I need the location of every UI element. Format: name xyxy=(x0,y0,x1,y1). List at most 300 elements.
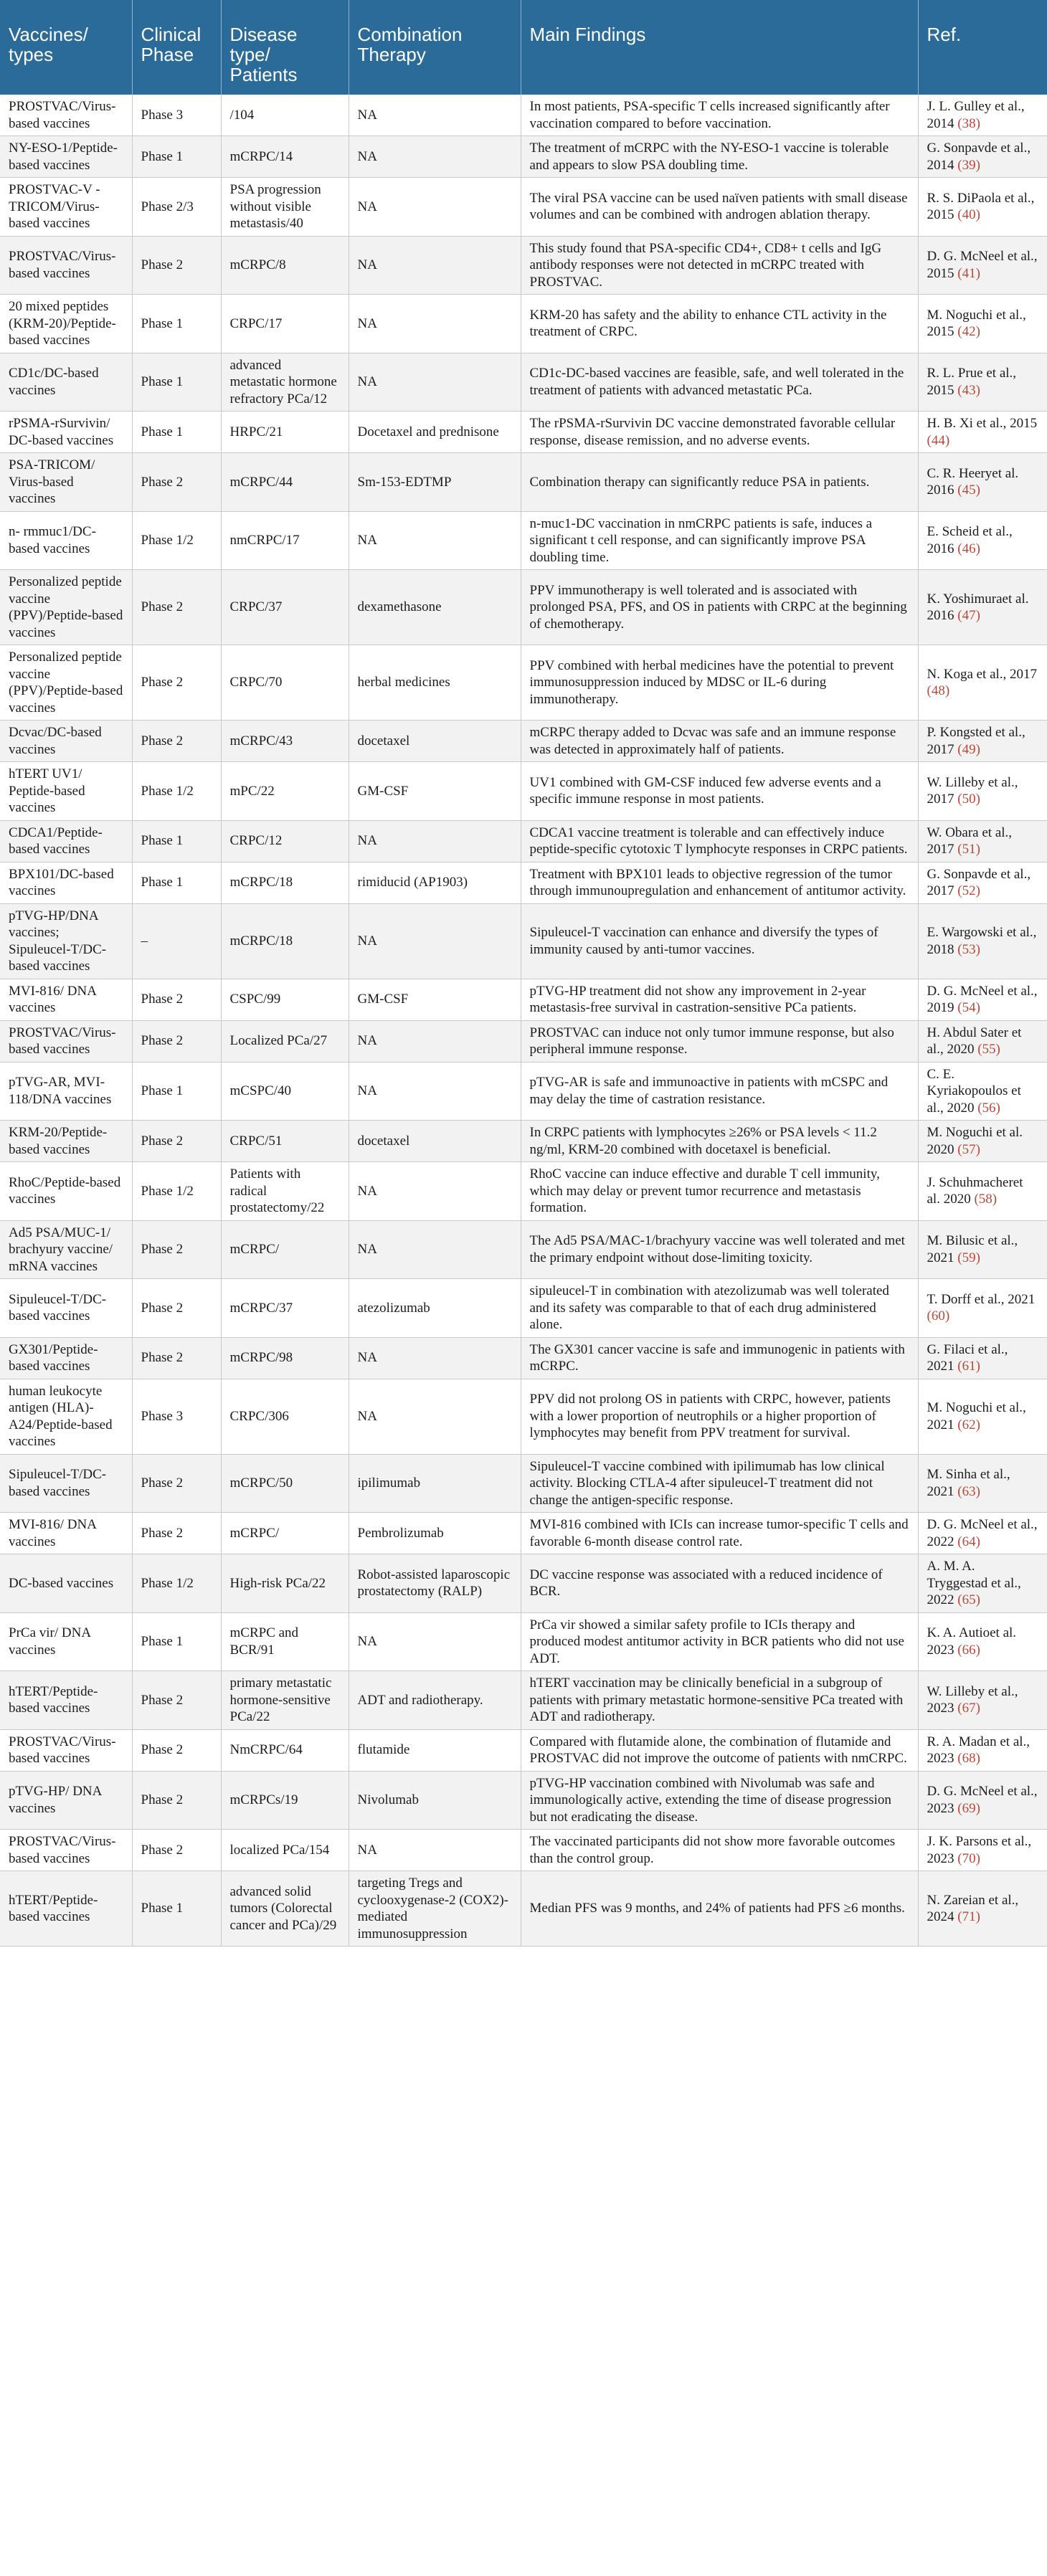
cell-reference xyxy=(918,236,1047,295)
table-row xyxy=(0,353,1047,412)
cell-combination-therapy: rimiducid (AP1903) xyxy=(349,862,521,903)
citation-link[interactable]: (54) xyxy=(957,1000,980,1015)
cell-clinical-phase: – xyxy=(132,903,221,979)
reference-text: M. Noguchi et al., 2021 xyxy=(927,1400,1026,1432)
cell-disease-patients: mCRPC/18 xyxy=(221,903,349,979)
cell-reference xyxy=(918,903,1047,979)
cell-main-finding: UV1 combined with GM-CSF induced few adverse events and a specific immune response in most patients. xyxy=(521,762,918,821)
cell-main-finding: PPV immunotherapy is well tolerated and is associated with prolonged PSA, PFS, and OS in patients with CRPC at the beginning of chemotherapy. xyxy=(521,570,918,645)
cell-disease-patients: mCRPC and BCR/91 xyxy=(221,1612,349,1671)
table-row xyxy=(0,1612,1047,1671)
table-row xyxy=(0,1121,1047,1162)
cell-reference xyxy=(918,178,1047,237)
cell-main-finding: The treatment of mCRPC with the NY-ESO-1 vaccine is tolerable and appears to slow PSA doubling time. xyxy=(521,136,918,178)
cell-clinical-phase: Phase 1 xyxy=(132,820,221,862)
citation-link[interactable]: (47) xyxy=(957,608,980,623)
cell-reference xyxy=(918,1121,1047,1162)
cell-clinical-phase: Phase 2 xyxy=(132,721,221,762)
table-row xyxy=(0,136,1047,178)
cell-combination-therapy: NA xyxy=(349,1830,521,1871)
cell-reference xyxy=(918,1162,1047,1221)
cell-main-finding: PROSTVAC can induce not only tumor immune response, but also peripheral immune response. xyxy=(521,1020,918,1062)
citation-link[interactable]: (58) xyxy=(974,1192,998,1207)
cell-vaccine-type: hTERT/Peptide-based vaccines xyxy=(0,1871,132,1947)
cell-combination-therapy: NA xyxy=(349,353,521,412)
reference-text: J. K. Parsons et al., 2023 xyxy=(927,1834,1032,1866)
cell-main-finding: PrCa vir showed a similar safety profile to ICIs therapy and produced modest antitumor activity in BCR patients who did not use ADT. xyxy=(521,1612,918,1671)
table-row xyxy=(0,1279,1047,1338)
table-body xyxy=(0,95,1047,1947)
cell-disease-patients: mCRPC/98 xyxy=(221,1337,349,1379)
cell-reference xyxy=(918,1513,1047,1554)
cell-main-finding: The Ad5 PSA/MAC-1/brachyury vaccine was well tolerated and met the primary endpoint without dose-limiting toxicity. xyxy=(521,1220,918,1279)
cell-vaccine-type: Ad5 PSA/MUC-1/ brachyury vaccine/ mRNA vaccines xyxy=(0,1220,132,1279)
citation-link[interactable]: (49) xyxy=(957,741,980,757)
cell-main-finding: The rPSMA-rSurvivin DC vaccine demonstrated favorable cellular response, disease remission, and no adverse events. xyxy=(521,412,918,453)
reference-text: W. Obara et al., 2017 xyxy=(927,824,1013,857)
citation-link[interactable]: (69) xyxy=(957,1800,980,1816)
cell-combination-therapy: NA xyxy=(349,95,521,136)
cell-vaccine-type: 20 mixed peptides (KRM-20)/Peptide-based vaccines xyxy=(0,295,132,353)
cell-clinical-phase: Phase 2 xyxy=(132,1337,221,1379)
cell-combination-therapy: NA xyxy=(349,295,521,353)
citation-link[interactable]: (65) xyxy=(957,1592,980,1607)
cell-reference xyxy=(918,295,1047,353)
table-row xyxy=(0,1729,1047,1771)
citation-link[interactable]: (60) xyxy=(927,1308,950,1324)
cell-vaccine-type: human leukocyte antigen (HLA)-A24/Peptide-based vaccines xyxy=(0,1379,132,1454)
cell-reference xyxy=(918,1220,1047,1279)
cell-combination-therapy: NA xyxy=(349,1162,521,1221)
cell-combination-therapy: Docetaxel and prednisone xyxy=(349,412,521,453)
cell-vaccine-type: PSA-TRICOM/ Virus-based vaccines xyxy=(0,453,132,512)
citation-link[interactable]: (62) xyxy=(957,1417,980,1432)
cell-clinical-phase: Phase 1 xyxy=(132,353,221,412)
cell-disease-patients: primary metastatic hormone-sensitive PCa/22 xyxy=(221,1671,349,1730)
reference-text: C. R. Heeryet al. 2016 xyxy=(927,465,1019,498)
cell-main-finding: Median PFS was 9 months, and 24% of patients had PFS ≥6 months. xyxy=(521,1871,918,1947)
cell-clinical-phase: Phase 1/2 xyxy=(132,762,221,821)
cell-disease-patients: advanced solid tumors (Colorectal cancer and PCa)/29 xyxy=(221,1871,349,1947)
header-vaccine-types: Vaccines/ types xyxy=(0,0,132,95)
cell-reference xyxy=(918,645,1047,721)
cell-disease-patients: localized PCa/154 xyxy=(221,1830,349,1871)
cell-clinical-phase: Phase 2 xyxy=(132,1279,221,1338)
table-row xyxy=(0,511,1047,570)
citation-link[interactable]: (66) xyxy=(957,1642,980,1658)
citation-link[interactable]: (59) xyxy=(957,1250,980,1265)
citation-link[interactable]: (52) xyxy=(957,883,980,898)
reference-text: M. Noguchi et al. 2020 xyxy=(927,1125,1023,1157)
table-row xyxy=(0,721,1047,762)
reference-text: R. A. Madan et al., 2023 xyxy=(927,1734,1031,1766)
cell-disease-patients: CSPC/99 xyxy=(221,979,349,1020)
cell-clinical-phase: Phase 1 xyxy=(132,295,221,353)
cell-reference xyxy=(918,862,1047,903)
citation-link[interactable]: (48) xyxy=(927,683,950,698)
cell-reference xyxy=(918,136,1047,178)
cell-combination-therapy: NA xyxy=(349,136,521,178)
cell-main-finding: pTVG-HP vaccination combined with Nivolumab was safe and immunologically active, extending the time of disease progression but not eradicating the disease. xyxy=(521,1771,918,1830)
header-clinical-phase: Clinical Phase xyxy=(132,0,221,95)
cell-main-finding: DC vaccine response was associated with a reduced incidence of BCR. xyxy=(521,1554,918,1613)
table-row xyxy=(0,295,1047,353)
cell-disease-patients: mCRPC/43 xyxy=(221,721,349,762)
citation-link[interactable]: (50) xyxy=(957,792,980,807)
cell-clinical-phase: Phase 1 xyxy=(132,862,221,903)
cell-vaccine-type: PROSTVAC/Virus-based vaccines xyxy=(0,1729,132,1771)
reference-text: T. Dorff et al., 2021 xyxy=(927,1291,1036,1307)
header-row xyxy=(0,0,1047,95)
table-row xyxy=(0,453,1047,512)
cell-disease-patients: CRPC/37 xyxy=(221,570,349,645)
cell-combination-therapy: targeting Tregs and cyclooxygenase-2 (COX2)-mediated immunosuppression xyxy=(349,1871,521,1947)
reference-text: J. L. Gulley et al., 2014 xyxy=(927,99,1025,131)
table-row xyxy=(0,762,1047,821)
cell-combination-therapy: atezolizumab xyxy=(349,1279,521,1338)
cell-disease-patients: CRPC/51 xyxy=(221,1121,349,1162)
cell-vaccine-type: MVI-816/ DNA vaccines xyxy=(0,979,132,1020)
cell-vaccine-type: rPSMA-rSurvivin/ DC-based vaccines xyxy=(0,412,132,453)
cell-disease-patients: NmCRPC/64 xyxy=(221,1729,349,1771)
cell-disease-patients: mCRPC/44 xyxy=(221,453,349,512)
reference-text: H. B. Xi et al., 2015 xyxy=(927,416,1038,431)
citation-link[interactable]: (64) xyxy=(957,1534,980,1549)
cell-disease-patients: Localized PCa/27 xyxy=(221,1020,349,1062)
citation-link[interactable]: (56) xyxy=(977,1100,1000,1116)
cell-vaccine-type: Dcvac/DC-based vaccines xyxy=(0,721,132,762)
cell-clinical-phase: Phase 2/3 xyxy=(132,178,221,237)
cell-reference xyxy=(918,1454,1047,1513)
cell-clinical-phase: Phase 1 xyxy=(132,412,221,453)
cell-vaccine-type: CD1c/DC-based vaccines xyxy=(0,353,132,412)
cell-reference xyxy=(918,1830,1047,1871)
cell-combination-therapy: ipilimumab xyxy=(349,1454,521,1513)
table-row xyxy=(0,1554,1047,1613)
reference-text: D. G. McNeel et al., 2023 xyxy=(927,1784,1038,1816)
cell-combination-therapy: Sm-153-EDTMP xyxy=(349,453,521,512)
cell-disease-patients: advanced metastatic hormone refractory PCa/12 xyxy=(221,353,349,412)
cell-disease-patients: mCRPC/37 xyxy=(221,1279,349,1338)
reference-text: G. Filaci et al., 2021 xyxy=(927,1341,1008,1374)
reference-text: W. Lilleby et al., 2023 xyxy=(927,1683,1018,1716)
citation-link[interactable]: (51) xyxy=(957,842,980,857)
citation-link[interactable]: (45) xyxy=(957,483,980,498)
cell-combination-therapy: docetaxel xyxy=(349,721,521,762)
table-row xyxy=(0,1162,1047,1221)
citation-link[interactable]: (41) xyxy=(957,265,980,281)
cell-reference xyxy=(918,721,1047,762)
cell-main-finding: RhoC vaccine can induce effective and durable T cell immunity, which may delay or prevent tumor recurrence and metastasis formation. xyxy=(521,1162,918,1221)
cell-vaccine-type: PrCa vir/ DNA vaccines xyxy=(0,1612,132,1671)
cell-reference xyxy=(918,1062,1047,1121)
cell-disease-patients: mCRPCs/19 xyxy=(221,1771,349,1830)
table-row xyxy=(0,412,1047,453)
cell-clinical-phase: Phase 1/2 xyxy=(132,1554,221,1613)
table-row xyxy=(0,1062,1047,1121)
cell-vaccine-type: PROSTVAC-V -TRICOM/Virus-based vaccines xyxy=(0,178,132,237)
cell-vaccine-type: Sipuleucel-T/DC-based vaccines xyxy=(0,1279,132,1338)
cell-main-finding: n-muc1-DC vaccination in nmCRPC patients is safe, induces a significant t cell response, and can significantly improve PSA doubling time. xyxy=(521,511,918,570)
cell-disease-patients: CRPC/70 xyxy=(221,645,349,721)
cell-clinical-phase: Phase 2 xyxy=(132,1830,221,1871)
cell-main-finding: mCRPC therapy added to Dcvac was safe and an immune response was detected in approximately half of patients. xyxy=(521,721,918,762)
cell-vaccine-type: pTVG-AR, MVI-118/DNA vaccines xyxy=(0,1062,132,1121)
citation-link[interactable]: (40) xyxy=(957,207,980,223)
citation-link[interactable]: (68) xyxy=(957,1751,980,1766)
cell-vaccine-type: BPX101/DC-based vaccines xyxy=(0,862,132,903)
table-row xyxy=(0,95,1047,136)
cell-main-finding: The viral PSA vaccine can be used naïven patients with small disease volumes and can be combined with androgen ablation therapy. xyxy=(521,178,918,237)
citation-link[interactable]: (39) xyxy=(957,157,980,173)
cell-disease-patients: nmCRPC/17 xyxy=(221,511,349,570)
cell-combination-therapy: NA xyxy=(349,511,521,570)
reference-text: H. Abdul Sater et al., 2020 xyxy=(927,1025,1022,1057)
cell-clinical-phase: Phase 2 xyxy=(132,1020,221,1062)
cell-combination-therapy: NA xyxy=(349,1020,521,1062)
cell-combination-therapy: GM-CSF xyxy=(349,979,521,1020)
table-row xyxy=(0,1337,1047,1379)
cell-combination-therapy: NA xyxy=(349,178,521,237)
cell-reference xyxy=(918,979,1047,1020)
cell-vaccine-type: Sipuleucel-T/DC-based vaccines xyxy=(0,1454,132,1513)
table-row xyxy=(0,645,1047,721)
cell-main-finding: KRM-20 has safety and the ability to enhance CTL activity in the treatment of CRPC. xyxy=(521,295,918,353)
cell-clinical-phase: Phase 1 xyxy=(132,1612,221,1671)
citation-link[interactable]: (55) xyxy=(977,1042,1000,1057)
reference-text: M. Noguchi et al., 2015 xyxy=(927,307,1026,340)
cell-clinical-phase: Phase 2 xyxy=(132,1220,221,1279)
cell-combination-therapy: Robot-assisted laparoscopic prostatectomy (RALP) xyxy=(349,1554,521,1613)
cell-disease-patients: CRPC/17 xyxy=(221,295,349,353)
table-row xyxy=(0,820,1047,862)
table-row xyxy=(0,1871,1047,1947)
cell-clinical-phase: Phase 2 xyxy=(132,570,221,645)
cell-reference xyxy=(918,353,1047,412)
cell-combination-therapy: NA xyxy=(349,1220,521,1279)
cell-reference xyxy=(918,95,1047,136)
cell-vaccine-type: hTERT UV1/ Peptide-based vaccines xyxy=(0,762,132,821)
cell-combination-therapy: docetaxel xyxy=(349,1121,521,1162)
cell-disease-patients: High-risk PCa/22 xyxy=(221,1554,349,1613)
cell-disease-patients: CRPC/306 xyxy=(221,1379,349,1454)
cell-vaccine-type: CDCA1/Peptide-based vaccines xyxy=(0,820,132,862)
cell-main-finding: sipuleucel-T in combination with atezolizumab was well tolerated and its safety was comparable to that of each drug administered alone. xyxy=(521,1279,918,1338)
reference-text: C. E. Kyriakopoulos et al., 2020 xyxy=(927,1066,1021,1116)
cell-reference xyxy=(918,1612,1047,1671)
citation-link[interactable]: (44) xyxy=(927,432,950,448)
cell-disease-patients: mCSPC/40 xyxy=(221,1062,349,1121)
cell-vaccine-type: NY-ESO-1/Peptide-based vaccines xyxy=(0,136,132,178)
cell-reference xyxy=(918,453,1047,512)
cell-clinical-phase: Phase 1 xyxy=(132,1871,221,1947)
table-row xyxy=(0,903,1047,979)
cell-vaccine-type: MVI-816/ DNA vaccines xyxy=(0,1513,132,1554)
table-row xyxy=(0,178,1047,237)
cell-clinical-phase: Phase 2 xyxy=(132,453,221,512)
reference-text: D. G. McNeel et al., 2022 xyxy=(927,1517,1038,1549)
reference-text: N. Zareian et al., 2024 xyxy=(927,1892,1019,1924)
reference-text: G. Sonpavde et al., 2014 xyxy=(927,141,1031,173)
reference-text: E. Wargowski et al., 2018 xyxy=(927,925,1037,957)
cell-main-finding: pTVG-AR is safe and immunoactive in patients with mCSPC and may delay the time of castration resistance. xyxy=(521,1062,918,1121)
cell-combination-therapy: NA xyxy=(349,820,521,862)
cell-disease-patients: mPC/22 xyxy=(221,762,349,821)
cell-clinical-phase: Phase 2 xyxy=(132,1771,221,1830)
citation-link[interactable]: (61) xyxy=(957,1359,980,1374)
reference-text: M. Bilusic et al., 2021 xyxy=(927,1233,1018,1265)
cell-clinical-phase: Phase 2 xyxy=(132,645,221,721)
cell-combination-therapy: NA xyxy=(349,236,521,295)
table-row xyxy=(0,979,1047,1020)
cell-main-finding: Treatment with BPX101 leads to objective regression of the tumor through immunoupregulation and enhancement of antitumor activity. xyxy=(521,862,918,903)
cell-disease-patients: mCRPC/8 xyxy=(221,236,349,295)
cell-combination-therapy: NA xyxy=(349,1337,521,1379)
table-row xyxy=(0,862,1047,903)
cell-clinical-phase: Phase 2 xyxy=(132,1121,221,1162)
reference-text: A. M. A. Tryggestad et al., 2022 xyxy=(927,1559,1021,1607)
reference-text: R. S. DiPaola et al., 2015 xyxy=(927,190,1035,223)
cell-main-finding: hTERT vaccination may be clinically beneficial in a subgroup of patients with primary metastatic hormone-sensitive PCa treated with ADT and radiotherapy. xyxy=(521,1671,918,1730)
cell-combination-therapy: ADT and radiotherapy. xyxy=(349,1671,521,1730)
cell-combination-therapy: NA xyxy=(349,903,521,979)
table-row xyxy=(0,570,1047,645)
citation-link[interactable]: (42) xyxy=(957,324,980,340)
cell-main-finding: This study found that PSA-specific CD4+, CD8+ t cells and IgG antibody responses were not detected in mCRPC treated with PROSTVAC. xyxy=(521,236,918,295)
cell-main-finding: Sipuleucel-T vaccination can enhance and diversify the types of immunity caused by anti-tumor vaccines. xyxy=(521,903,918,979)
cell-vaccine-type: pTVG-HP/DNA vaccines; Sipuleucel-T/DC-based vaccines xyxy=(0,903,132,979)
citation-link[interactable]: (67) xyxy=(957,1701,980,1716)
table-row xyxy=(0,1771,1047,1830)
citation-link[interactable]: (53) xyxy=(957,941,980,957)
citation-link[interactable]: (43) xyxy=(957,382,980,398)
reference-text: D. G. McNeel et al., 2019 xyxy=(927,983,1038,1015)
reference-text: M. Sinha et al., 2021 xyxy=(927,1467,1010,1499)
cell-combination-therapy: herbal medicines xyxy=(349,645,521,721)
cell-main-finding: Sipuleucel-T vaccine combined with ipilimumab has low clinical activity. Blocking CTLA-4 after sipuleucel-T treatment did not change the antigen-specific response. xyxy=(521,1454,918,1513)
cell-combination-therapy: flutamide xyxy=(349,1729,521,1771)
cell-disease-patients: mCRPC/ xyxy=(221,1220,349,1279)
cell-main-finding: In most patients, PSA-specific T cells increased significantly after vaccination compared to before vaccination. xyxy=(521,95,918,136)
cell-reference xyxy=(918,820,1047,862)
cell-reference xyxy=(918,570,1047,645)
citation-link[interactable]: (46) xyxy=(957,541,980,556)
citation-link[interactable]: (57) xyxy=(957,1141,980,1157)
cell-vaccine-type: PROSTVAC/Virus-based vaccines xyxy=(0,1020,132,1062)
header-combination-therapy: Combination Therapy xyxy=(349,0,521,95)
cell-combination-therapy: NA xyxy=(349,1379,521,1454)
reference-text: R. L. Prue et al., 2015 xyxy=(927,366,1017,398)
cell-vaccine-type: PROSTVAC/Virus-based vaccines xyxy=(0,1830,132,1871)
header-main-findings: Main Findings xyxy=(521,0,918,95)
cell-clinical-phase: Phase 2 xyxy=(132,1454,221,1513)
table-row xyxy=(0,1020,1047,1062)
cell-disease-patients: mCRPC/14 xyxy=(221,136,349,178)
cell-combination-therapy: Pembrolizumab xyxy=(349,1513,521,1554)
cell-disease-patients: CRPC/12 xyxy=(221,820,349,862)
cell-reference xyxy=(918,1871,1047,1947)
cell-combination-therapy: GM-CSF xyxy=(349,762,521,821)
cell-combination-therapy: NA xyxy=(349,1612,521,1671)
cell-disease-patients: mCRPC/50 xyxy=(221,1454,349,1513)
reference-text: D. G. McNeel et al., 2015 xyxy=(927,249,1038,281)
cell-vaccine-type: RhoC/Peptide-based vaccines xyxy=(0,1162,132,1221)
reference-text: J. Schuhmacheret al. 2020 xyxy=(927,1174,1023,1207)
cell-main-finding: MVI-816 combined with ICIs can increase tumor-specific T cells and favorable 6-month disease control rate. xyxy=(521,1513,918,1554)
table-row xyxy=(0,1454,1047,1513)
header-disease-patients: Disease type/ Patients xyxy=(221,0,349,95)
reference-text: K. Yoshimuraet al. 2016 xyxy=(927,591,1029,623)
cell-vaccine-type: Personalized peptide vaccine (PPV)/Peptide-based vaccines xyxy=(0,645,132,721)
cell-main-finding: CD1c-DC-based vaccines are feasible, safe, and well tolerated in the treatment of patients with advanced metastatic PCa. xyxy=(521,353,918,412)
cell-combination-therapy: NA xyxy=(349,1062,521,1121)
cell-disease-patients: PSA progression without visible metastasis/40 xyxy=(221,178,349,237)
reference-text: G. Sonpavde et al., 2017 xyxy=(927,866,1031,898)
cell-reference xyxy=(918,1279,1047,1338)
cell-main-finding: The GX301 cancer vaccine is safe and immunogenic in patients with mCRPC. xyxy=(521,1337,918,1379)
cell-clinical-phase: Phase 2 xyxy=(132,1671,221,1730)
cell-disease-patients: mCRPC/ xyxy=(221,1513,349,1554)
cell-reference xyxy=(918,1729,1047,1771)
cell-reference xyxy=(918,511,1047,570)
cell-combination-therapy: dexamethasone xyxy=(349,570,521,645)
cell-clinical-phase: Phase 1 xyxy=(132,136,221,178)
cell-reference xyxy=(918,1771,1047,1830)
cell-disease-patients: mCRPC/18 xyxy=(221,862,349,903)
table-row xyxy=(0,236,1047,295)
table-row xyxy=(0,1671,1047,1730)
table-header xyxy=(0,0,1047,95)
citation-link[interactable]: (63) xyxy=(957,1483,980,1499)
cell-vaccine-type: PROSTVAC/Virus-based vaccines xyxy=(0,95,132,136)
cell-vaccine-type: Personalized peptide vaccine (PPV)/Peptide-based vaccines xyxy=(0,570,132,645)
cell-clinical-phase: Phase 2 xyxy=(132,979,221,1020)
cell-clinical-phase: Phase 2 xyxy=(132,236,221,295)
reference-text: K. A. Autioet al. 2023 xyxy=(927,1625,1017,1658)
cell-main-finding: In CRPC patients with lymphocytes ≥26% or PSA levels < 11.2 ng/ml, KRM-20 combined with docetaxel is beneficial. xyxy=(521,1121,918,1162)
cell-reference xyxy=(918,412,1047,453)
cell-reference xyxy=(918,1020,1047,1062)
cell-reference xyxy=(918,1671,1047,1730)
cell-reference xyxy=(918,762,1047,821)
cell-vaccine-type: n- rmmuc1/DC-based vaccines xyxy=(0,511,132,570)
citation-link[interactable]: (38) xyxy=(957,115,980,131)
cell-vaccine-type: PROSTVAC/Virus-based vaccines xyxy=(0,236,132,295)
cell-combination-therapy: Nivolumab xyxy=(349,1771,521,1830)
citation-link[interactable]: (71) xyxy=(957,1909,980,1924)
table-row xyxy=(0,1379,1047,1454)
cell-disease-patients: /104 xyxy=(221,95,349,136)
cell-clinical-phase: Phase 1/2 xyxy=(132,511,221,570)
table-row xyxy=(0,1220,1047,1279)
header-reference: Ref. xyxy=(918,0,1047,95)
cell-clinical-phase: Phase 1 xyxy=(132,1062,221,1121)
reference-text: E. Scheid et al., 2016 xyxy=(927,524,1013,556)
cell-vaccine-type: KRM-20/Peptide-based vaccines xyxy=(0,1121,132,1162)
cell-main-finding: CDCA1 vaccine treatment is tolerable and can effectively induce peptide-specific cytotoxic T lymphocyte responses in CRPC patients. xyxy=(521,820,918,862)
cell-vaccine-type: DC-based vaccines xyxy=(0,1554,132,1613)
cell-main-finding: pTVG-HP treatment did not show any improvement in 2-year metastasis-free survival in castration-sensitive PCa patients. xyxy=(521,979,918,1020)
cell-reference xyxy=(918,1379,1047,1454)
table-row xyxy=(0,1830,1047,1871)
citation-link[interactable]: (70) xyxy=(957,1850,980,1866)
cell-vaccine-type: GX301/Peptide-based vaccines xyxy=(0,1337,132,1379)
cell-clinical-phase: Phase 2 xyxy=(132,1729,221,1771)
cell-main-finding: PPV did not prolong OS in patients with CRPC, however, patients with a lower proportion of neutrophils or a higher proportion of lymphocytes may benefit from PPV treatment for survival. xyxy=(521,1379,918,1454)
cell-disease-patients: Patients with radical prostatectomy/22 xyxy=(221,1162,349,1221)
cell-vaccine-type: pTVG-HP/ DNA vaccines xyxy=(0,1771,132,1830)
table-row xyxy=(0,1513,1047,1554)
